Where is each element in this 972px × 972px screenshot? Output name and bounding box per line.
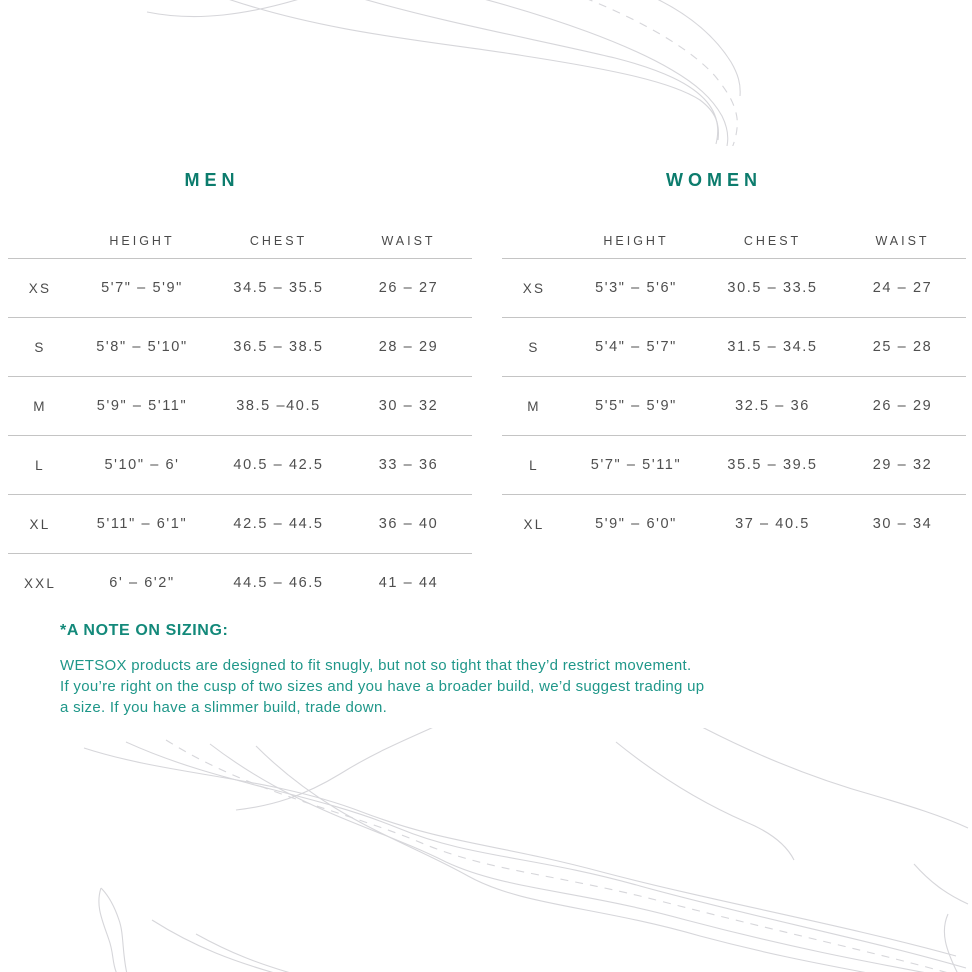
height-cell: 5'7" – 5'9" — [101, 280, 183, 296]
table-row — [8, 377, 472, 436]
contour-line — [99, 888, 117, 972]
contour-line — [101, 888, 127, 972]
size-cell: S — [528, 339, 540, 355]
table-row — [8, 436, 472, 495]
size-cell: XL — [523, 516, 545, 532]
size-cell: M — [527, 398, 541, 414]
contour-line — [616, 742, 794, 860]
chest-cell: 44.5 – 46.5 — [233, 575, 324, 591]
height-cell: 5'5" – 5'9" — [595, 398, 677, 414]
size-column-header — [8, 224, 72, 259]
women-size-section — [502, 0, 966, 553]
table-row — [502, 495, 966, 554]
size-cell: L — [529, 457, 539, 473]
height-cell: 5'9" – 6'0" — [595, 516, 677, 532]
size-cell: S — [34, 339, 46, 355]
contour-line — [126, 742, 966, 968]
sizing-note-line: WETSOX products are designed to fit snugly, but not so tight that they’d restrict movement. — [60, 657, 692, 674]
waist-cell: 36 – 40 — [378, 516, 439, 532]
chest-cell: 31.5 – 34.5 — [727, 339, 818, 355]
contour-line — [84, 748, 956, 956]
height-cell: 6' – 6'2" — [109, 575, 175, 591]
contour-line — [152, 920, 278, 972]
waist-column-header: WAIST — [875, 234, 930, 248]
waist-cell: 25 – 28 — [872, 339, 933, 355]
size-cell: XS — [28, 280, 52, 296]
size-cell: XL — [29, 516, 51, 532]
chest-cell: 32.5 – 36 — [735, 398, 810, 414]
waist-cell: 28 – 29 — [378, 339, 439, 355]
table-header-row — [502, 224, 966, 259]
chest-cell: 35.5 – 39.5 — [727, 457, 818, 473]
sizing-note-line: a size. If you have a slimmer build, trade down. — [60, 699, 388, 716]
table-row — [8, 554, 472, 613]
women-section-title: WOMEN — [666, 170, 762, 190]
waist-column-header: WAIST — [381, 234, 436, 248]
waist-cell: 33 – 36 — [378, 457, 439, 473]
size-cell: L — [35, 457, 45, 473]
contour-line — [196, 934, 294, 972]
contour-line — [700, 728, 968, 828]
height-column-header: HEIGHT — [109, 234, 175, 248]
size-column-header — [502, 224, 566, 259]
chest-cell: 37 – 40.5 — [735, 516, 810, 532]
chest-cell: 36.5 – 38.5 — [233, 339, 324, 355]
size-cell: M — [33, 398, 47, 414]
height-column-header: HEIGHT — [603, 234, 669, 248]
topographic-contours-bottom-decoration — [0, 728, 972, 972]
waist-cell: 41 – 44 — [378, 575, 439, 591]
height-cell: 5'8" – 5'10" — [96, 339, 188, 355]
height-cell: 5'11" – 6'1" — [96, 516, 188, 532]
contour-line — [944, 914, 958, 972]
contour-line — [210, 744, 932, 972]
women-size-table — [502, 224, 966, 553]
chest-cell: 34.5 – 35.5 — [233, 280, 324, 296]
waist-cell: 30 – 32 — [378, 398, 439, 414]
contour-line — [166, 740, 952, 972]
contour-line — [256, 746, 892, 972]
sizing-note-body — [60, 655, 920, 718]
size-cell: XXL — [23, 575, 57, 591]
men-size-section — [8, 0, 472, 612]
table-row — [502, 436, 966, 495]
chest-cell: 42.5 – 44.5 — [233, 516, 324, 532]
sizing-note-line: If you’re right on the cusp of two sizes and you have a broader build, we’d suggest trading up — [60, 678, 705, 695]
waist-cell: 24 – 27 — [872, 280, 933, 296]
chest-cell: 40.5 – 42.5 — [233, 457, 324, 473]
table-row — [8, 495, 472, 554]
chest-cell: 30.5 – 33.5 — [727, 280, 818, 296]
waist-cell: 30 – 34 — [872, 516, 933, 532]
table-row — [502, 259, 966, 318]
chest-column-header: CHEST — [249, 234, 308, 248]
height-cell: 5'10" – 6' — [104, 457, 180, 473]
table-row — [502, 377, 966, 436]
height-cell: 5'7" – 5'11" — [590, 457, 682, 473]
sizing-note-section — [60, 622, 920, 718]
sizing-note-heading: *A NOTE ON SIZING: — [60, 622, 229, 639]
table-row — [502, 318, 966, 377]
chest-column-header: CHEST — [743, 234, 802, 248]
contour-line — [236, 728, 436, 810]
height-cell: 5'4" – 5'7" — [595, 339, 677, 355]
height-cell: 5'3" – 5'6" — [595, 280, 677, 296]
height-cell: 5'9" – 5'11" — [96, 398, 188, 414]
waist-cell: 29 – 32 — [872, 457, 933, 473]
waist-cell: 26 – 27 — [378, 280, 439, 296]
men-section-title: MEN — [184, 170, 240, 190]
waist-cell: 26 – 29 — [872, 398, 933, 414]
chest-cell: 38.5 –40.5 — [236, 398, 321, 414]
table-header-row — [8, 224, 472, 259]
table-row — [8, 318, 472, 377]
men-size-table — [8, 224, 472, 612]
size-cell: XS — [522, 280, 546, 296]
contour-line — [914, 864, 968, 904]
table-row — [8, 259, 472, 318]
